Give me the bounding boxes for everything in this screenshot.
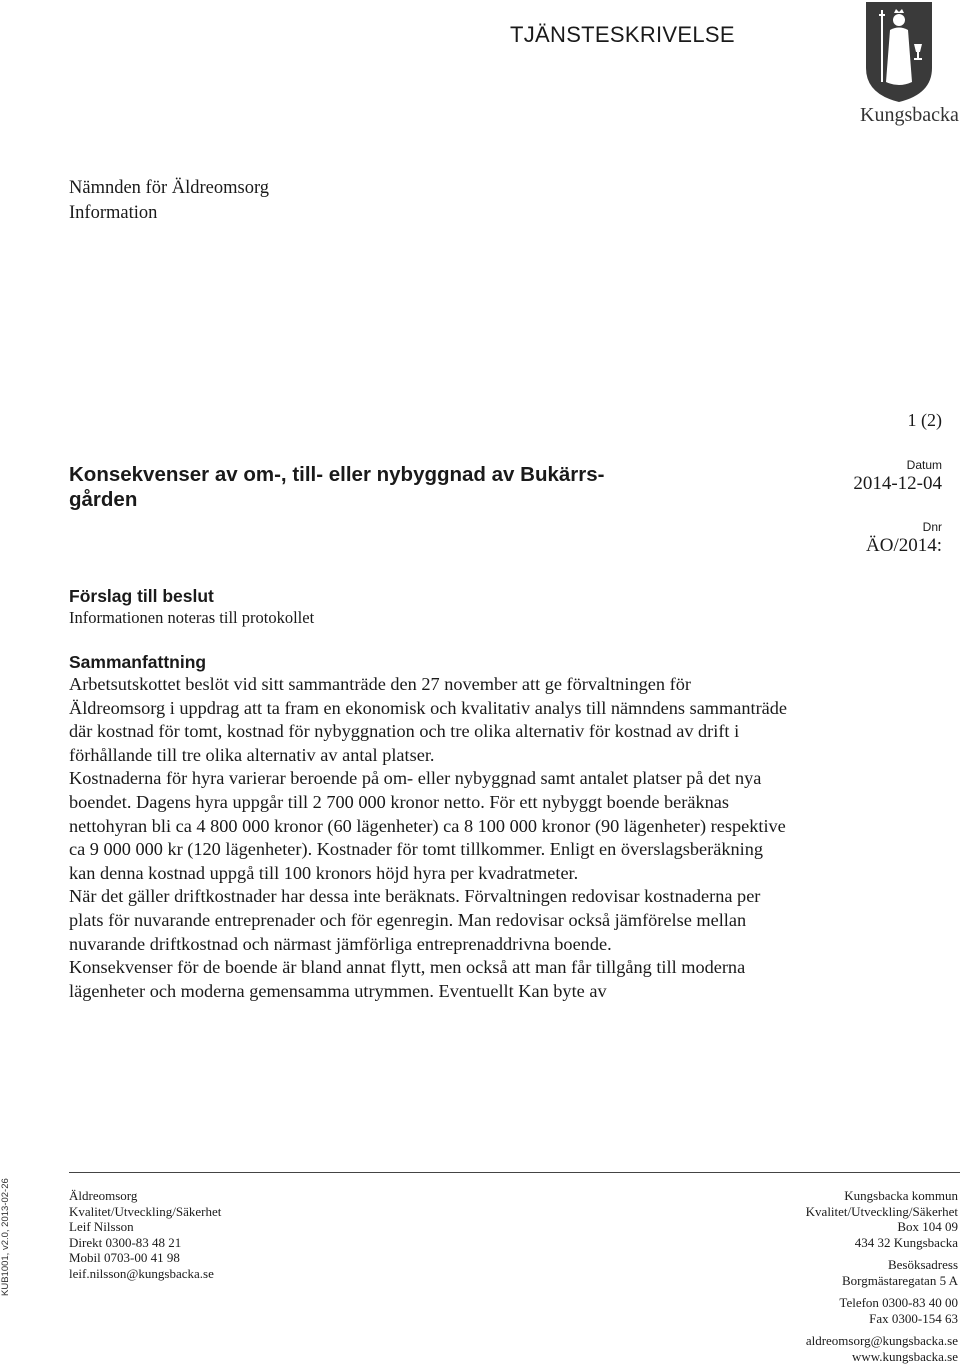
date-label: Datum: [906, 458, 942, 472]
footer-email[interactable]: aldreomsorg@kungsbacka.se: [805, 1333, 958, 1348]
footer-phone: Telefon 0300-83 40 00: [839, 1295, 958, 1310]
proposal-heading: Förslag till beslut: [69, 586, 214, 606]
footer-dept: Kvalitet/Utveckling/Säkerhet: [805, 1203, 958, 1219]
proposal-section: [69, 585, 789, 629]
footer-postal: 434 32 Kungsbacka: [854, 1234, 958, 1250]
recipient-committee: Nämnden för Äldreomsorg: [69, 178, 270, 198]
summary-paragraph: Konsekvenser för de boende är bland annat flytt, men också att man får tillgång till moderna lägenheter och moderna gemensamma utrymmen. Eventuellt Kan byte av: [69, 957, 746, 1001]
footer-org: Äldreomsorg: [69, 1188, 138, 1203]
logo-wordmark: Kungsbacka: [860, 104, 959, 126]
footer-contact-name: Leif Nilsson: [69, 1219, 134, 1234]
footer-contact-email[interactable]: leif.nilsson@kungsbacka.se: [69, 1265, 214, 1281]
summary-paragraph: Arbetsutskottet beslöt vid sitt sammanträde den 27 november att ge förvaltningen för Äldreomsorg i uppdrag att ta fram en ekonomisk och kvalitativ analys till nämndens sammanträde där kostnad för tomt, kostnad för nybyggnation och tre olika alternativ för kostnad av drift i förhållande till tre olika alternativ av antal platser.: [69, 674, 788, 765]
footer-visit-street: Borgmästaregatan 5 A: [841, 1272, 958, 1288]
proposal-text: Informationen noteras till protokollet: [69, 608, 315, 627]
footer-municipality: Kungsbacka kommun: [844, 1188, 958, 1203]
footer-mobile-phone: Mobil 0703-00 41 98: [69, 1250, 180, 1265]
footer-contact: [69, 1188, 221, 1281]
summary-heading: Sammanfattning: [69, 652, 207, 672]
footer-box: Box 104 09: [897, 1219, 958, 1234]
summary-paragraph: Kostnaderna för hyra varierar beroende på om- eller nybyggnad samt antalet platser på det nya boendet. Dagens hyra uppgår till 2 700 000 kronor netto. För ett nybyggt boende beräknas nettohyran bli ca 4 800 000 kronor (60 lägenheter) ca 8 100 000 kronor (90 lägenheter) respektive ca 9 000 000 kr (120 lägenheter). Kostnader för tomt tillkommer. Enligt en överslagsberäkning kan denna kostnad uppgå till 100 kronors höjd hyra per kvadratmeter.: [69, 768, 786, 883]
recipient-type: Information: [69, 203, 158, 223]
dnr-label: Dnr: [922, 520, 942, 534]
kungsbacka-logo: [858, 0, 960, 140]
document-type: TJÄNSTESKRIVELSE: [510, 22, 735, 47]
page-number: 1 (2): [907, 410, 942, 430]
footer-address: [806, 1188, 958, 1364]
footer-dept: Kvalitet/Utveckling/Säkerhet: [69, 1203, 222, 1219]
footer-website[interactable]: www.kungsbacka.se: [851, 1348, 958, 1364]
document-title: [69, 462, 629, 512]
date-block: [853, 458, 942, 496]
footer-divider: [69, 1172, 960, 1173]
footer-fax: Fax 0300-154 63: [869, 1310, 958, 1326]
date-value: 2014-12-04: [853, 473, 942, 494]
summary-paragraph: När det gäller driftkostnader har dessa inte beräknats. Förvaltningen redovisar kostnaderna per plats för nuvarande entreprenader och för egenregin. Man redovisar också jämförelse mellan nuvarande driftkostnad och närmast jämförliga entreprenaddrivna boende.: [69, 886, 761, 954]
dnr-value: ÄO/2014:: [866, 535, 942, 556]
title-line-1: Konsekvenser av om-, till- eller nybyggnad av Bukärrs-: [69, 463, 605, 486]
coat-of-arms-icon: [858, 0, 960, 104]
title-line-2: gården: [69, 488, 138, 511]
summary-section: [69, 651, 789, 1003]
recipient-block: [69, 176, 269, 226]
footer-visit-label: Besöksadress: [887, 1257, 958, 1272]
template-code: KUB1001, v2.0, 2013-02-26: [0, 1178, 11, 1296]
footer-direct-phone: Direkt 0300-83 48 21: [69, 1234, 182, 1250]
dnr-block: [866, 520, 942, 558]
